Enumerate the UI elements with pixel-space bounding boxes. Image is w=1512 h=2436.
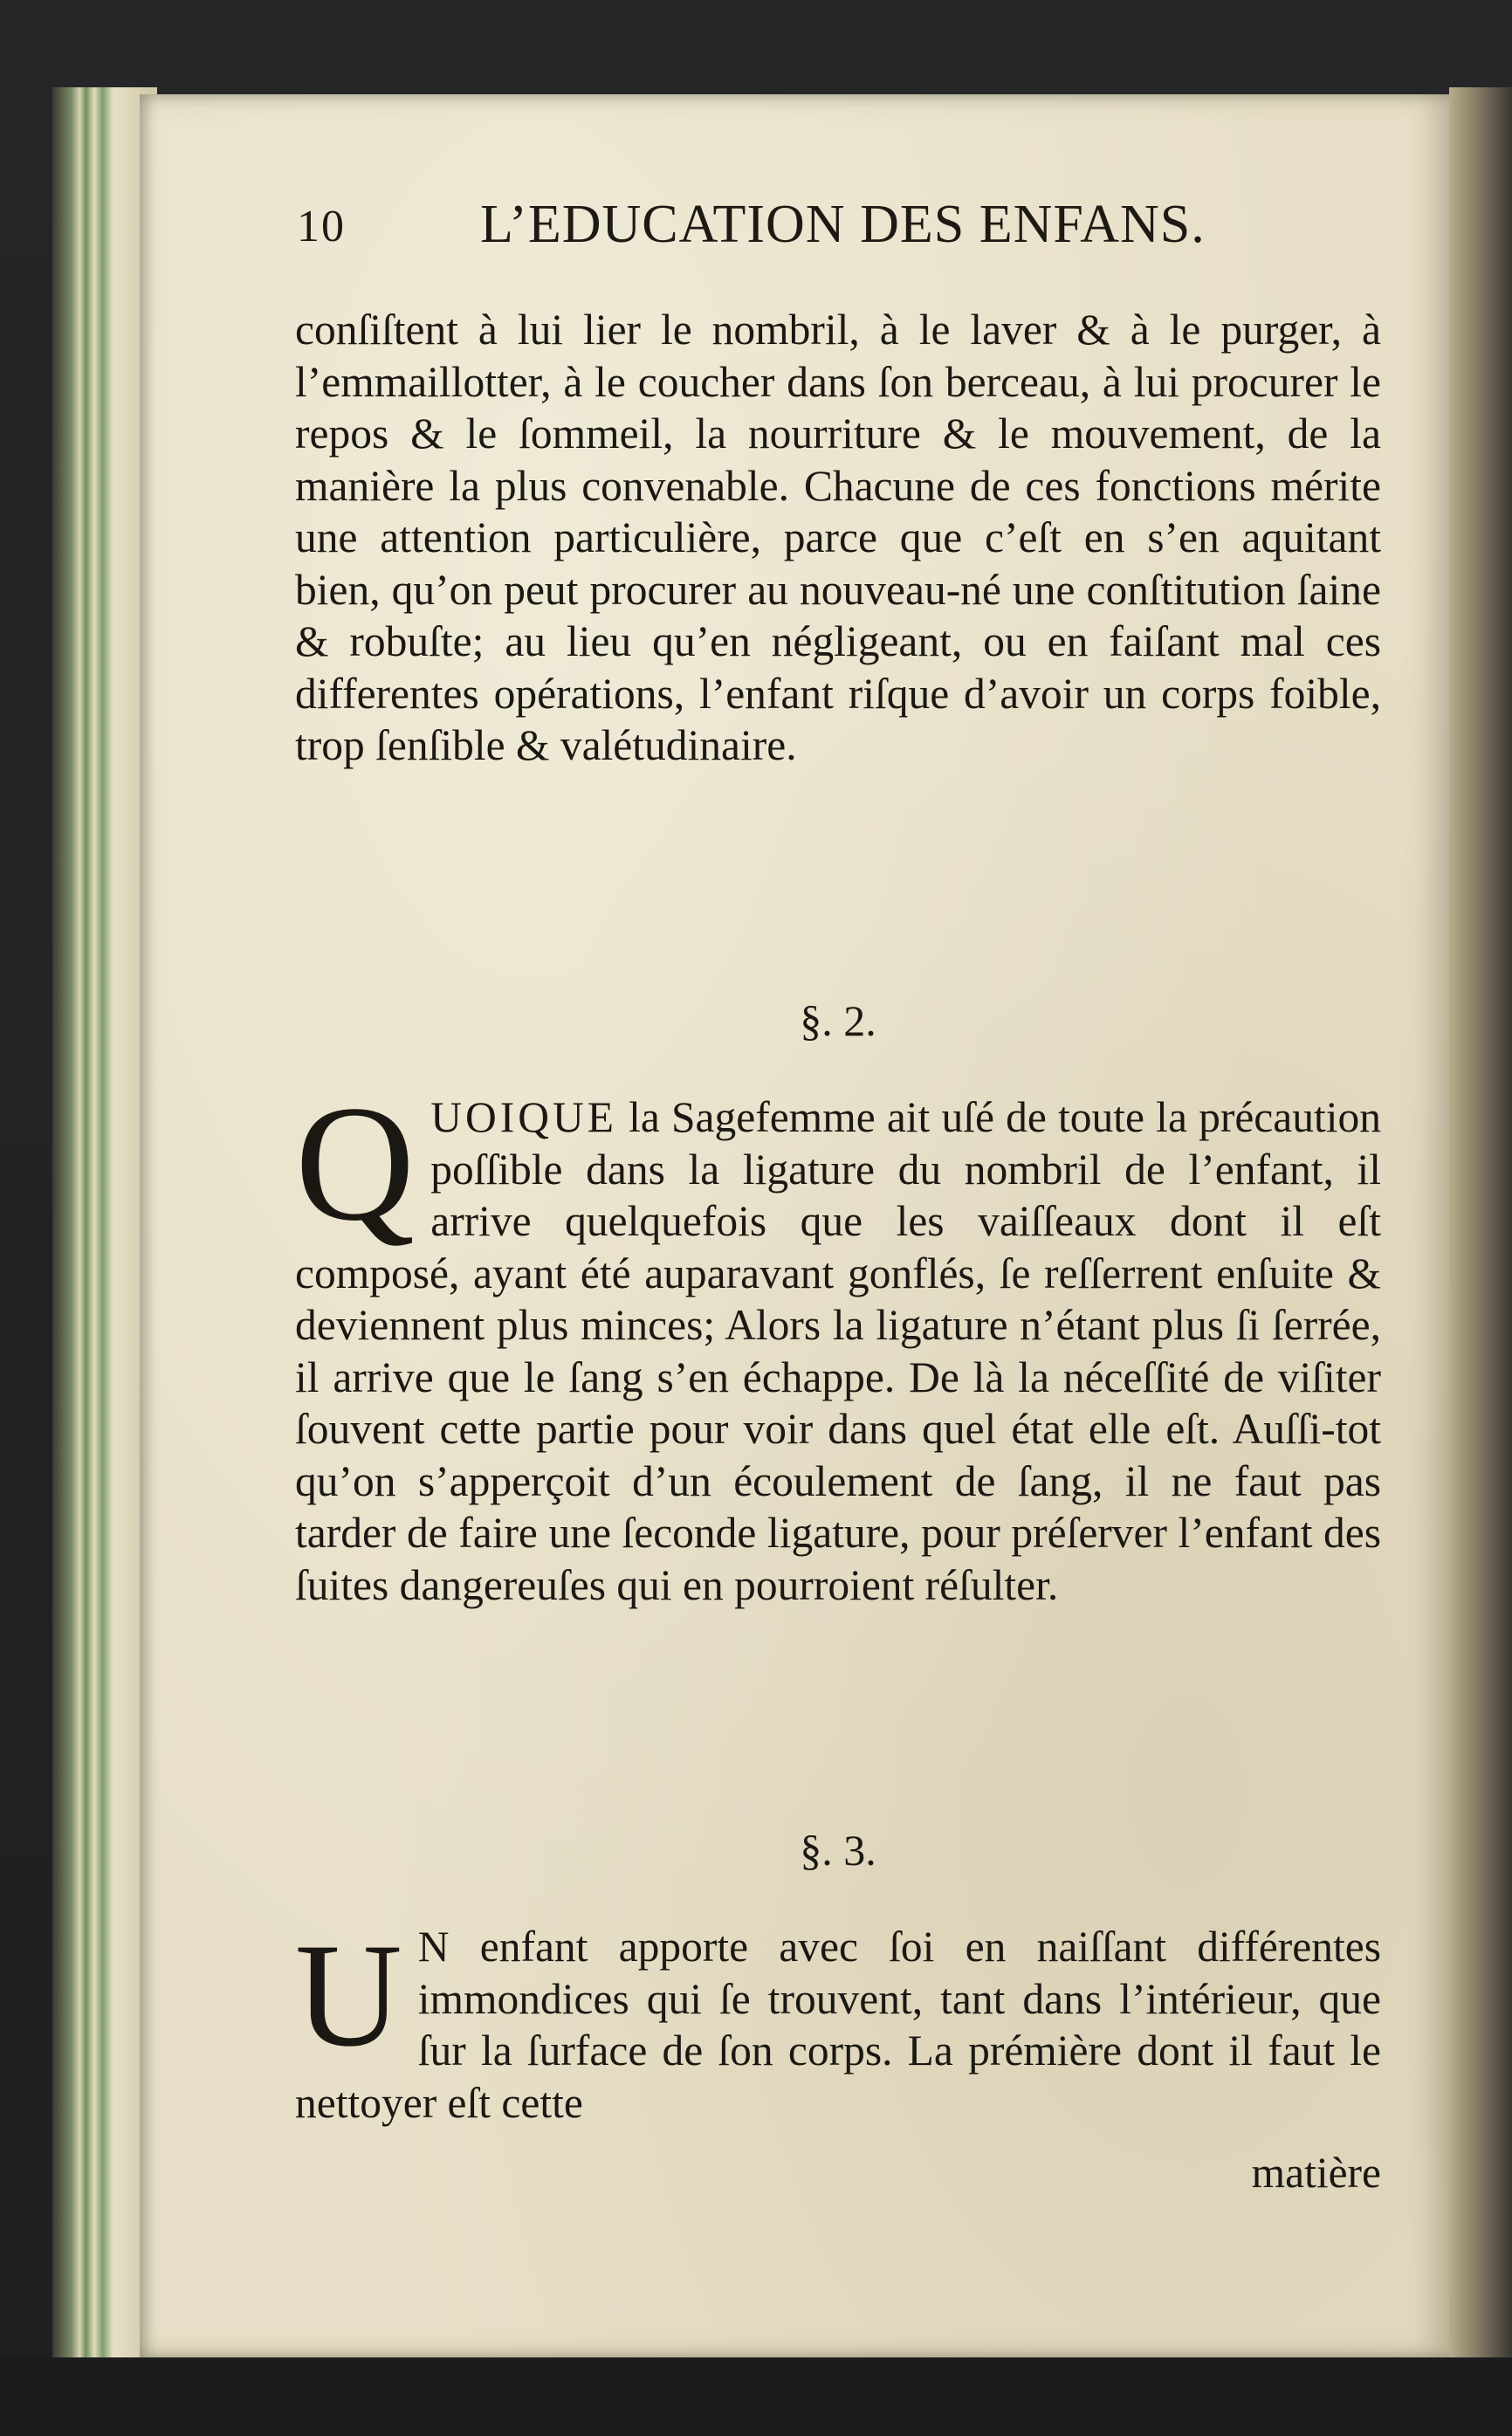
paragraph-3-text: enfant apporte avec ſoi en naiſſant différentes immondices qui ſe trouvent, tant dans l’intérieur, que ſur la ſurface de ſon corps. La prémière dont il faut le nettoyer eſt cette xyxy=(295,1923,1381,2127)
page-number: 10 xyxy=(297,202,346,251)
catchword: matière xyxy=(1251,2149,1381,2197)
paragraph-3-lead: N xyxy=(417,1923,450,1971)
scan-bottom-border xyxy=(0,2357,1512,2436)
paragraph-2-text: la Sagefemme ait uſé de toute la précaution poſſible dans la ligature du nombril de l’enfant, il arrive quelquefois que les vaiſſeaux dont il eſt composé, ayant été auparavant gonflés, ſe reſſerrent enſuite & deviennent plus minces; Alors la ligature n’étant plus ſi ſerrée, il arrive que le ſang s’en échappe. De là la néceſſité de viſiter ſouvent cette partie pour voir dans quel état elle eſt. Auſſi-tot qu’on s’apperçoit d’un écoulement de ſang, il ne faut pas tarder de faire une ſeconde ligature, pour préſerver l’enfant des ſuites dangereuſes qui en pourroient réſulter. xyxy=(295,1093,1381,1609)
drop-cap-u: U xyxy=(295,1913,402,2077)
paragraph-2-lead: UOIQUE xyxy=(430,1093,617,1141)
page-gutter-shadow xyxy=(1449,87,1512,2366)
section-heading-2: §. 2. xyxy=(800,996,876,1045)
running-title: L’EDUCATION DES ENFANS. xyxy=(480,195,1206,254)
paragraph-3 xyxy=(295,1913,1381,2129)
paragraph-2 xyxy=(295,1072,1381,1611)
section-heading-3: §. 3. xyxy=(800,1826,876,1875)
paragraph-1 xyxy=(295,304,1381,772)
paragraph-1-text: conſiſtent à lui lier le nombril, à le laver & à le purger, à l’emmaillotter, à le coucher dans ſon berceau, à lui procurer le repos & le ſommeil, la nourriture & le mouvement, de la manière la plus convenable. Chacune de ces fonctions mérite une attention particulière, parce que c’eſt en s’en aquitant bien, qu’on peut procurer au nouveau-né une conſtitution ſaine & robuſte; au lieu qu’en négligeant, ou en faiſant mal ces differentes opérations, l’enfant riſque d’avoir un corps foible, trop ſenſible & valétudinaire. xyxy=(295,306,1381,769)
drop-cap-q: Q xyxy=(295,1072,416,1256)
running-head xyxy=(297,194,1379,260)
